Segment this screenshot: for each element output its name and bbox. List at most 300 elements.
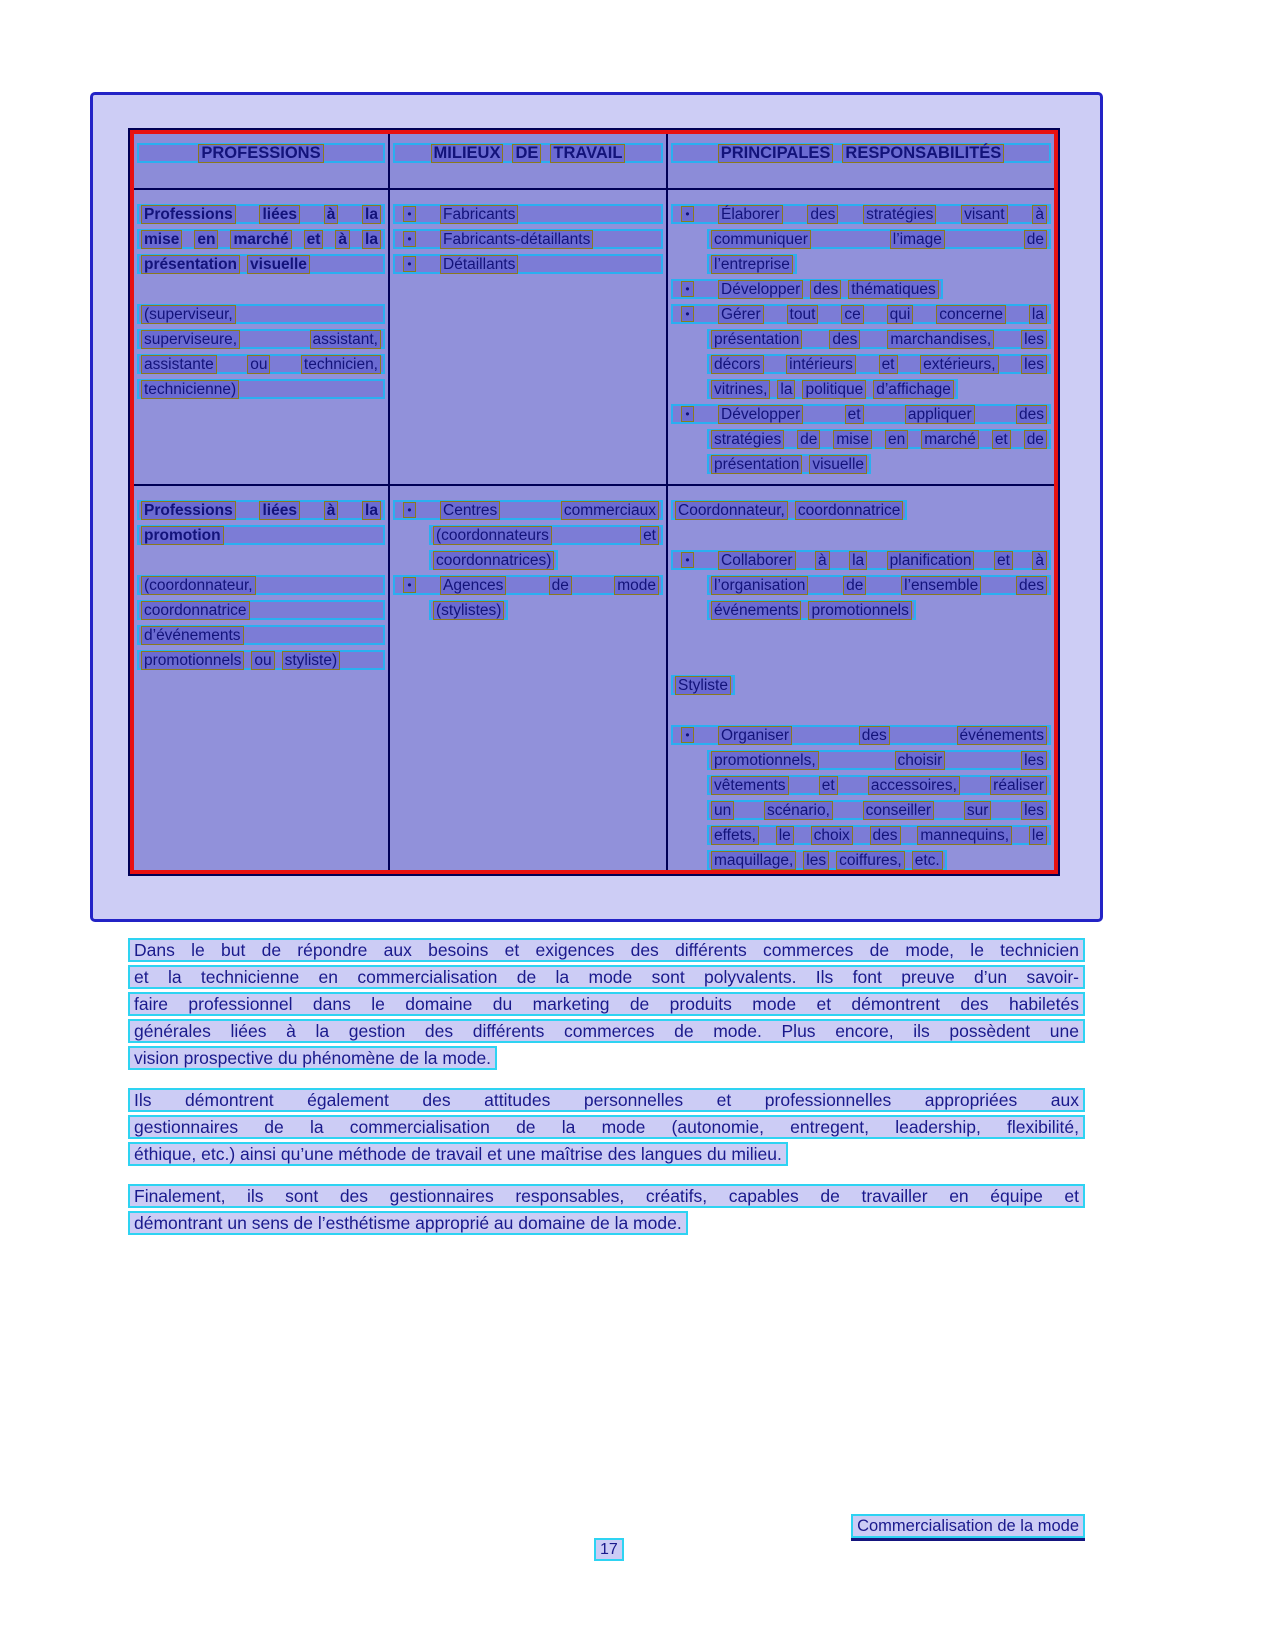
table-header-line: [671, 143, 1051, 163]
table-header-line: [393, 143, 663, 163]
word-box: coiffures,: [836, 851, 905, 870]
word-box: superviseure,: [141, 330, 240, 349]
line-words: [440, 576, 659, 595]
line-words: [141, 501, 381, 520]
word-box: de: [843, 576, 866, 595]
table-text-line: [671, 279, 1051, 299]
table-text-line: [671, 354, 1051, 374]
word-box: promotion: [141, 526, 224, 545]
line-words: [141, 601, 381, 620]
word-box: conseiller: [863, 801, 934, 820]
body-paragraphs: [128, 938, 1085, 1253]
word-box: de: [549, 576, 572, 595]
word-box: styliste): [282, 651, 341, 670]
line-words: [711, 776, 1047, 795]
line-words: [440, 205, 659, 224]
word-box: de: [797, 430, 820, 449]
line-words: [141, 380, 381, 399]
table-text-line: [671, 800, 1051, 820]
word-box: Coordonnateur,: [675, 501, 788, 520]
table-text-line: [671, 454, 1051, 474]
table-text-line: [671, 750, 1051, 770]
word-box: les: [1021, 330, 1047, 349]
word-box: la: [362, 501, 381, 520]
word-box: thématiques: [848, 280, 938, 299]
word-box: communiquer: [711, 230, 811, 249]
table-line-spacer: [137, 279, 385, 299]
line-words: [718, 305, 1047, 324]
table-header-cell: [390, 134, 668, 190]
table-text-line: [137, 500, 385, 520]
word-box: appliquer: [905, 405, 975, 424]
table-line-spacer: [671, 650, 1051, 670]
text-line-box: [137, 329, 385, 349]
word-box: DE: [512, 144, 541, 163]
word-box: technicienne): [141, 380, 239, 399]
table-cell-r1c2: [390, 190, 668, 486]
text-line-box: [137, 304, 385, 324]
table-text-line: [671, 825, 1051, 845]
text-line-box: [137, 600, 385, 620]
word-box: Organiser: [718, 726, 792, 745]
word-box: l’ensemble: [901, 576, 981, 595]
table-line-spacer: [671, 625, 1051, 645]
text-line-box: [707, 825, 1051, 845]
line-words: [433, 551, 554, 570]
word-box: assistante: [141, 355, 217, 374]
text-line-box: [137, 525, 385, 545]
word-box: le: [1029, 826, 1047, 845]
word-box: de: [1024, 230, 1047, 249]
line-words: [141, 144, 381, 163]
line-words: [711, 801, 1047, 820]
word-box: (coordonnateurs: [433, 526, 552, 545]
word-box: présentation: [711, 455, 802, 474]
table-text-line: [137, 204, 385, 224]
paragraph: [128, 1184, 1085, 1235]
text-line-box: [671, 304, 1051, 324]
line-words: [711, 601, 912, 620]
word-box: concerne: [936, 305, 1006, 324]
table-header-cell: [134, 134, 390, 190]
bullet-icon: •: [681, 727, 694, 743]
text-line-box: [707, 454, 871, 474]
word-box: les: [1021, 751, 1047, 770]
table-text-line: [137, 354, 385, 374]
line-words: [440, 255, 659, 274]
word-box: le: [776, 826, 794, 845]
line-words: [141, 651, 381, 670]
header-line-box: [393, 143, 663, 163]
paragraph-line: Ils démontrent également des attitudes personnelles et professionnelles appropriées aux: [128, 1088, 1085, 1112]
line-words: [433, 601, 504, 620]
word-box: présentation: [141, 255, 240, 274]
word-box: à: [1032, 205, 1047, 224]
page-number: 17: [594, 1538, 624, 1561]
table-text-line: [671, 379, 1051, 399]
text-line-box: [137, 625, 385, 645]
table-cell-r1c3: [668, 190, 1054, 486]
word-box: les: [1021, 355, 1047, 374]
text-line-box: [707, 254, 797, 274]
word-box: des: [829, 330, 860, 349]
table-text-line: [671, 254, 1051, 274]
text-line-box: [671, 279, 943, 299]
line-words: [440, 501, 659, 520]
word-box: coordonnatrice: [795, 501, 904, 520]
header-line-box: [137, 143, 385, 163]
table-line-spacer: [671, 525, 1051, 545]
table-text-line: [137, 650, 385, 670]
word-box: mise: [141, 230, 182, 249]
bullet-icon: •: [403, 577, 416, 593]
text-line-box: [707, 379, 958, 399]
word-box: la: [362, 205, 381, 224]
table-text-line: [137, 254, 385, 274]
word-box: visuelle: [247, 255, 310, 274]
table-text-line: [137, 304, 385, 324]
word-box: politique: [802, 380, 866, 399]
table-text-line: [137, 600, 385, 620]
word-box: (coordonnateur,: [141, 576, 256, 595]
line-words: [141, 255, 381, 274]
word-box: planification: [887, 551, 975, 570]
text-line-box: [393, 500, 663, 520]
bullet-icon: •: [681, 206, 694, 222]
word-box: Styliste: [675, 676, 731, 695]
word-box: Gérer: [718, 305, 764, 324]
professions-table-grid: [134, 134, 1054, 870]
table-text-line: [393, 575, 663, 595]
line-words: [440, 230, 659, 249]
word-box: stratégies: [863, 205, 936, 224]
word-box: marché: [921, 430, 979, 449]
word-box: promotionnels: [808, 601, 911, 620]
word-box: assistant,: [310, 330, 381, 349]
paragraph-line: et la technicienne en commercialisation de la mode sont polyvalents. Ils font preuve d’un savoir-: [128, 965, 1085, 989]
bullet-icon: •: [403, 206, 416, 222]
text-line-box: [429, 600, 508, 620]
paragraph-line: Dans le but de répondre aux besoins et exigences des différents commerces de mode, le technicien: [128, 938, 1085, 962]
word-box: (superviseur,: [141, 305, 236, 324]
line-words: [711, 576, 1047, 595]
text-line-box: [671, 500, 907, 520]
table-text-line: [393, 204, 663, 224]
word-box: vêtements: [711, 776, 789, 795]
word-box: des: [870, 826, 901, 845]
line-words: [711, 455, 867, 474]
text-line-box: [671, 725, 1051, 745]
text-line-box: [393, 229, 663, 249]
word-box: décors: [711, 355, 764, 374]
word-box: (stylistes): [433, 601, 504, 620]
table-text-line: [137, 229, 385, 249]
text-line-box: [393, 254, 663, 274]
word-box: la: [777, 380, 795, 399]
text-line-box: [671, 204, 1051, 224]
line-words: [718, 726, 1047, 745]
line-words: [711, 230, 1047, 249]
line-words: [141, 576, 381, 595]
paragraph-line: démontrant un sens de l’esthétisme approprié au domaine de la mode.: [128, 1211, 688, 1235]
word-box: à: [1032, 551, 1047, 570]
line-words: [718, 205, 1047, 224]
table-line-spacer: [671, 700, 1051, 720]
word-box: et: [992, 430, 1011, 449]
word-box: et: [819, 776, 838, 795]
word-box: un: [711, 801, 734, 820]
text-line-box: [707, 850, 947, 870]
word-box: commerciaux: [561, 501, 659, 520]
paragraph: [128, 1088, 1085, 1166]
table-text-line: [671, 204, 1051, 224]
line-words: [141, 355, 381, 374]
table-text-line: [393, 525, 663, 545]
word-box: choix: [811, 826, 853, 845]
line-words: [141, 230, 381, 249]
text-line-box: [429, 550, 558, 570]
text-line-box: [707, 229, 1051, 249]
content-panel: [90, 92, 1103, 922]
word-box: PROFESSIONS: [198, 144, 323, 163]
text-line-box: [393, 575, 663, 595]
word-box: et: [845, 405, 864, 424]
text-line-box: [671, 550, 1051, 570]
text-line-box: [707, 775, 1051, 795]
line-words: [711, 430, 1047, 449]
bullet-icon: •: [681, 552, 694, 568]
word-box: coordonnatrices): [433, 551, 554, 570]
table-text-line: [671, 329, 1051, 349]
word-box: présentation: [711, 330, 802, 349]
word-box: RESPONSABILITÉS: [842, 144, 1004, 163]
word-box: des: [859, 726, 890, 745]
text-line-box: [707, 329, 1051, 349]
word-box: en: [194, 230, 218, 249]
word-box: à: [324, 205, 339, 224]
bullet-icon: •: [403, 256, 416, 272]
text-line-box: [707, 600, 916, 620]
line-words: [718, 405, 1047, 424]
line-words: [711, 826, 1047, 845]
text-line-box: [707, 429, 1051, 449]
word-box: des: [1016, 405, 1047, 424]
table-header-cell: [668, 134, 1054, 190]
text-line-box: [137, 229, 385, 249]
word-box: événements: [957, 726, 1047, 745]
word-box: liées: [259, 501, 299, 520]
professions-table: [128, 128, 1060, 876]
text-line-box: [137, 575, 385, 595]
word-box: à: [815, 551, 830, 570]
line-words: [675, 144, 1047, 163]
text-line-box: [707, 575, 1051, 595]
text-line-box: [671, 404, 1051, 424]
word-box: des: [1016, 576, 1047, 595]
word-box: Élaborer: [718, 205, 783, 224]
word-box: choisir: [895, 751, 946, 770]
line-words: [718, 551, 1047, 570]
table-text-line: [393, 500, 663, 520]
line-words: [675, 676, 731, 695]
word-box: la: [849, 551, 867, 570]
word-box: scénario,: [764, 801, 833, 820]
table-text-line: [671, 575, 1051, 595]
word-box: ce: [841, 305, 863, 324]
word-box: et: [994, 551, 1013, 570]
line-words: [141, 626, 381, 645]
text-line-box: [429, 525, 663, 545]
word-box: intérieurs: [786, 355, 856, 374]
table-cell-r2c3: [668, 486, 1054, 870]
table-text-line: [137, 525, 385, 545]
word-box: Centres: [440, 501, 500, 520]
word-box: de: [1024, 430, 1047, 449]
footer-title: Commercialisation de la mode: [851, 1514, 1085, 1538]
word-box: ou: [247, 355, 270, 374]
line-words: [433, 526, 659, 545]
table-text-line: [671, 725, 1051, 745]
paragraph-line: faire professionnel dans le domaine du marketing de produits mode et démontrent des habiletés: [128, 992, 1085, 1016]
word-box: sur: [964, 801, 992, 820]
line-words: [141, 205, 381, 224]
text-line-box: [137, 500, 385, 520]
word-box: etc.: [912, 851, 943, 870]
word-box: d’événements: [141, 626, 244, 645]
header-line-box: [671, 143, 1051, 163]
text-line-box: [671, 675, 735, 695]
table-text-line: [137, 379, 385, 399]
bullet-icon: •: [681, 306, 694, 322]
professions-table-red-frame: [130, 130, 1058, 874]
table-text-line: [671, 429, 1051, 449]
paragraph: [128, 938, 1085, 1070]
table-text-line: [393, 229, 663, 249]
table-text-line: [393, 600, 663, 620]
word-box: événements: [711, 601, 801, 620]
line-words: [711, 380, 954, 399]
paragraph-line: gestionnaires de la commercialisation de la mode (autonomie, entregent, leadership, flexibilité,: [128, 1115, 1085, 1139]
word-box: les: [1021, 801, 1047, 820]
word-box: PRINCIPALES: [718, 144, 834, 163]
word-box: la: [1029, 305, 1047, 324]
bullet-icon: •: [681, 281, 694, 297]
word-box: Collaborer: [718, 551, 796, 570]
word-box: d’affichage: [873, 380, 954, 399]
word-box: promotionnels: [141, 651, 244, 670]
word-box: marchandises,: [887, 330, 994, 349]
text-line-box: [137, 354, 385, 374]
table-text-line: [393, 254, 663, 274]
text-line-box: [137, 650, 385, 670]
table-text-line: [137, 625, 385, 645]
word-box: stratégies: [711, 430, 784, 449]
table-header-line: [137, 143, 385, 163]
word-box: extérieurs,: [920, 355, 998, 374]
line-words: [711, 255, 793, 274]
word-box: mise: [833, 430, 872, 449]
table-cell-r2c2: [390, 486, 668, 870]
bullet-icon: •: [403, 231, 416, 247]
word-box: ou: [251, 651, 274, 670]
word-box: des: [807, 205, 838, 224]
word-box: et: [879, 355, 898, 374]
line-words: [141, 305, 381, 324]
text-line-box: [137, 254, 385, 274]
word-box: l’image: [890, 230, 945, 249]
word-box: Fabricants: [440, 205, 518, 224]
line-words: [675, 501, 903, 520]
word-box: Professions: [141, 205, 236, 224]
text-line-box: [137, 379, 385, 399]
bullet-icon: •: [403, 502, 416, 518]
table-text-line: [137, 329, 385, 349]
word-box: visuelle: [809, 455, 867, 474]
word-box: Détaillants: [440, 255, 518, 274]
text-line-box: [393, 204, 663, 224]
word-box: maquillage,: [711, 851, 796, 870]
word-box: MILIEUX: [431, 144, 504, 163]
table-text-line: [671, 775, 1051, 795]
text-line-box: [707, 354, 1051, 374]
line-words: [711, 355, 1047, 374]
line-words: [718, 280, 939, 299]
table-text-line: [393, 550, 663, 570]
word-box: qui: [887, 305, 914, 324]
word-box: Développer: [718, 405, 803, 424]
paragraph-line: vision prospective du phénomène de la mode.: [128, 1046, 497, 1070]
line-words: [711, 330, 1047, 349]
paragraph-line: Finalement, ils sont des gestionnaires responsables, créatifs, capables de travailler en équipe et: [128, 1184, 1085, 1208]
text-line-box: [707, 800, 1051, 820]
word-box: coordonnatrice: [141, 601, 250, 620]
line-words: [711, 751, 1047, 770]
word-box: Développer: [718, 280, 803, 299]
word-box: Agences: [440, 576, 506, 595]
paragraph-line: générales liées à la gestion des différents commerces de mode. Plus encore, ils possèdent une: [128, 1019, 1085, 1043]
word-box: et: [304, 230, 324, 249]
word-box: des: [810, 280, 841, 299]
word-box: promotionnels,: [711, 751, 819, 770]
table-text-line: [671, 550, 1051, 570]
text-line-box: [707, 750, 1051, 770]
word-box: vitrines,: [711, 380, 770, 399]
word-box: réaliser: [990, 776, 1047, 795]
word-box: les: [803, 851, 829, 870]
table-text-line: [671, 229, 1051, 249]
word-box: visant: [961, 205, 1008, 224]
word-box: effets,: [711, 826, 759, 845]
word-box: Professions: [141, 501, 236, 520]
line-words: [397, 144, 659, 163]
table-cell-r1c1: [134, 190, 390, 486]
line-words: [141, 526, 381, 545]
word-box: technicien,: [301, 355, 381, 374]
text-line-box: [137, 204, 385, 224]
word-box: l’entreprise: [711, 255, 793, 274]
line-words: [711, 851, 943, 870]
table-text-line: [671, 404, 1051, 424]
word-box: tout: [787, 305, 819, 324]
paragraph-line: éthique, etc.) ainsi qu’une méthode de travail et une maîtrise des langues du milieu.: [128, 1142, 788, 1166]
word-box: mannequins,: [917, 826, 1012, 845]
word-box: mode: [614, 576, 659, 595]
word-box: l’organisation: [711, 576, 808, 595]
word-box: marché: [230, 230, 291, 249]
table-text-line: [671, 850, 1051, 870]
line-words: [141, 330, 381, 349]
word-box: à: [335, 230, 350, 249]
